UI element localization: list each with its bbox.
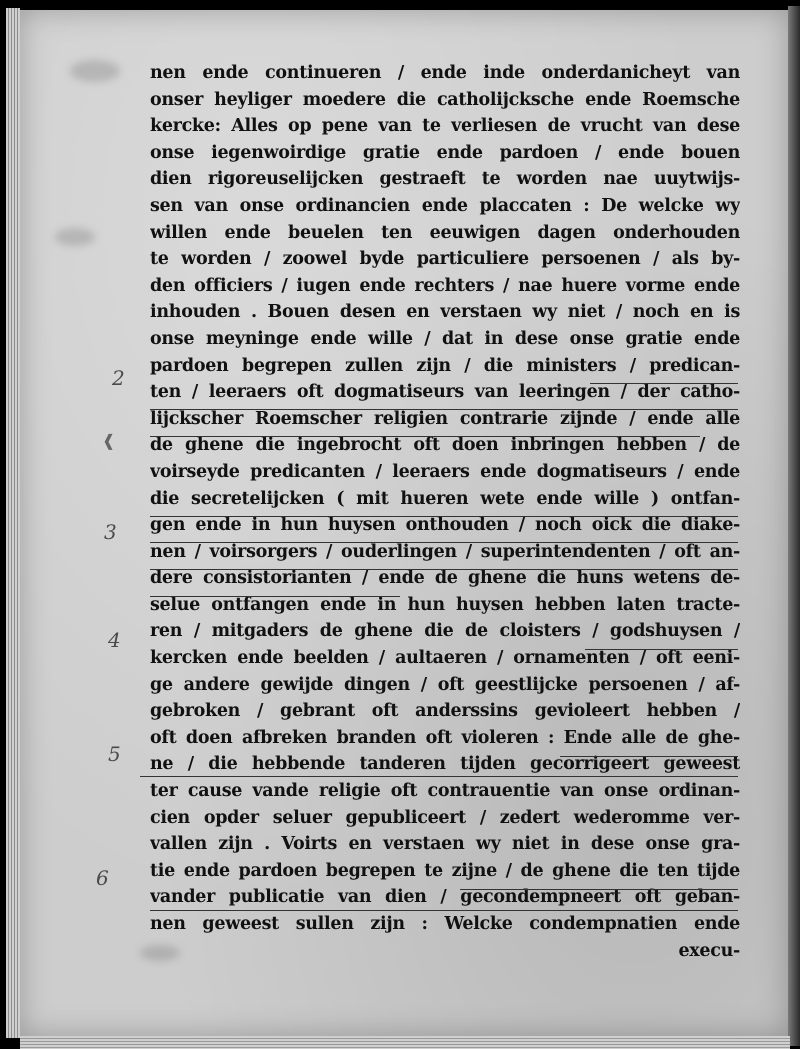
handwritten-underline xyxy=(140,776,738,777)
book-spine-edge xyxy=(788,6,800,1046)
handwritten-underline xyxy=(150,596,400,597)
text-line: ge andere gewijde dingen / oft geestlijcke persoenen / af- xyxy=(150,674,740,695)
handwritten-underline xyxy=(150,542,738,543)
margin-note-number: 4 xyxy=(108,628,121,652)
text-line: gen ende in hun huysen onthouden / noch oick die diake- xyxy=(150,515,740,536)
page-stack-left-edge xyxy=(6,8,20,1038)
handwritten-underline xyxy=(585,649,738,650)
text-line: onse meyninge ende wille / dat in dese onse gratie ende xyxy=(150,328,740,349)
text-line: willen ende beuelen ten eeuwigen dagen onderhouden xyxy=(150,222,740,243)
text-line: onser heyliger moedere die catholijcksche ende Roemsche xyxy=(150,89,740,110)
text-line: dere consistorianten / ende de ghene die huns wetens de- xyxy=(150,568,740,589)
text-line: nen / voirsorgers / ouderlingen / superintendenten / oft an- xyxy=(150,541,740,562)
text-line: nen ende continueren / ende inde onderdanicheyt van xyxy=(150,63,740,83)
text-line: vander publicatie van dien / gecondempneert oft geban- xyxy=(150,887,740,908)
text-line: ne / die hebbende tanderen tijden gecorrigeert geweest xyxy=(150,754,740,775)
margin-note-number: 5 xyxy=(108,742,121,766)
text-line: kercke: Alles op pene van te verliesen de vrucht van dese xyxy=(150,116,740,137)
text-line: inhouden . Bouen desen en verstaen wy niet / noch en is xyxy=(150,302,740,323)
text-line: de ghene die ingebrocht oft doen inbringen hebben / de xyxy=(150,435,740,456)
handwritten-underline xyxy=(460,889,738,890)
handwritten-underline xyxy=(150,516,738,517)
text-line: voirseyde predicanten / leeraers ende dogmatiseurs / ende xyxy=(150,461,740,482)
text-line: den officiers / iugen ende rechters / nae huere vorme ende xyxy=(150,275,740,296)
text-line: onse iegenwoirdige gratie ende pardoen / ende bouen xyxy=(150,142,740,163)
handwritten-underline xyxy=(150,569,738,570)
text-line: vallen zijn . Voirts en verstaen wy niet in dese onse gra- xyxy=(150,834,740,855)
text-line: te worden / zoowel byde particuliere persoenen / als by- xyxy=(150,249,740,270)
text-line: nen geweest sullen zijn : Welcke condempnatien ende xyxy=(150,914,740,934)
margin-note-number: 6 xyxy=(96,866,109,890)
text-line: tie ende pardoen begrepen te zijne / de ghene die ten tijde xyxy=(150,860,740,881)
text-line: selue ontfangen ende in hun huysen hebben laten tracte- xyxy=(150,594,740,615)
text-line: ter cause vande religie oft contrauentie van onse ordinan- xyxy=(150,781,740,802)
margin-note-number: 3 xyxy=(104,520,117,544)
text-line: pardoen begrepen zullen zijn / die ministers / predican- xyxy=(150,355,740,376)
text-line: gebroken / gebrant oft anderssins geviolееrt hebben / xyxy=(150,701,740,722)
catchword-line: execu- xyxy=(678,940,740,961)
handwritten-underline xyxy=(150,910,738,911)
handwritten-underline xyxy=(150,409,738,410)
text-line: ten / leeraers oft dogmatiseurs van leeringen / der catho- xyxy=(150,382,740,403)
document-text-block xyxy=(150,60,740,964)
text-line: ren / mitgaders de ghene die de cloisters / godshuysen / xyxy=(150,621,740,642)
text-line: sen van onse ordinancien ende placcaten : De welcke wy xyxy=(150,195,740,216)
text-line: cien opder seluer gepubliceert / zedert wederomme ver- xyxy=(150,807,740,828)
text-line: oft doen afbreken branden oft violeren : Ende alle de ghe- xyxy=(150,727,740,748)
page-stack-bottom-edge xyxy=(20,1036,790,1049)
text-line: kercken ende beelden / aultaeren / ornamenten / oft eeni- xyxy=(150,648,740,669)
handwritten-underline xyxy=(590,383,738,384)
smudge-mark xyxy=(70,60,120,82)
margin-note-number: 2 xyxy=(112,366,125,390)
text-line: die secretelijcken ( mit hueren wete ende wille ) ontfan- xyxy=(150,488,740,509)
handwritten-underline xyxy=(150,436,700,437)
margin-tick-mark: ❰ xyxy=(102,431,116,450)
handwritten-underline xyxy=(560,756,738,757)
text-line: dien rigoreuselijcken gestraeft te worden nae uuytwijs- xyxy=(150,169,740,190)
smudge-mark xyxy=(55,228,95,246)
text-line: lijckscher Roemscher religien contrarie zijnde / ende alle xyxy=(150,408,740,429)
